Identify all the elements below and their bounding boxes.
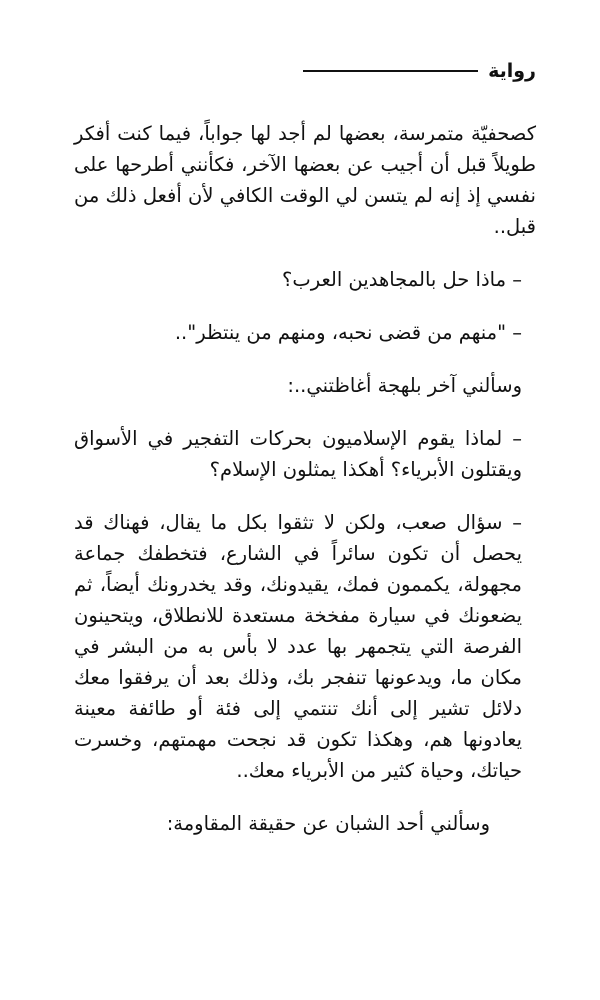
narration-line: وسألني آخر بلهجة أغاظتني..: (287, 374, 522, 397)
dialog-line: – "منهم من قضى نحبه، ومنهم من ينتظر".. (174, 321, 522, 344)
dialog-line: – سؤال صعب، ولكن لا تثقوا بكل ما يقال، فهناك قد يحصل أن تكون سائراً في الشارع، فتخطفك جماعة مجهولة، يكممون فمك، يقيدونك، وقد يخدرونك أيضاً، ثم يضعونك في سيارة مفخخة مستعدة للانطلاق، ويتحينون الفرصة التي يتجمهر بها عدد لا بأس به من البشر في مكان ما، ويدعونها تنفجر بك، وذلك بعد أن يرفقوا معك دلائل تشير إلى أنك تنتمي إلى فئة أو طائفة معينة يعادونها هم، وهكذا تكون قد نجحت مهمتهم، وخسرت حياتك، وحياة كثير من الأبرياء معك.. (74, 511, 522, 782)
page-body (74, 118, 536, 861)
page-header (136, 56, 536, 86)
dialog-line: – لماذا يقوم الإسلاميون بحركات التفجير في الأسواق ويقتلون الأبرياء؟ أهكذا يمثلون الإسلام؟ (74, 427, 522, 481)
dialog-line: – ماذا حل بالمجاهدين العرب؟ (282, 268, 522, 291)
narration-line: وسألني أحد الشبان عن حقيقة المقاومة: (166, 812, 490, 835)
running-header-title: رواية (488, 60, 536, 82)
header-rule (303, 70, 478, 72)
body-paragraph: كصحفيّة متمرسة، بعضها لم أجد لها جواباً، فيما كنت أفكر طويلاً قبل أن أجيب عن بعضها الآخر، فكأنني أطرحها على نفسي إذ إنه لم يتسن لي الوقت الكافي لأن أفعل ذلك من قبل.. (74, 122, 536, 238)
